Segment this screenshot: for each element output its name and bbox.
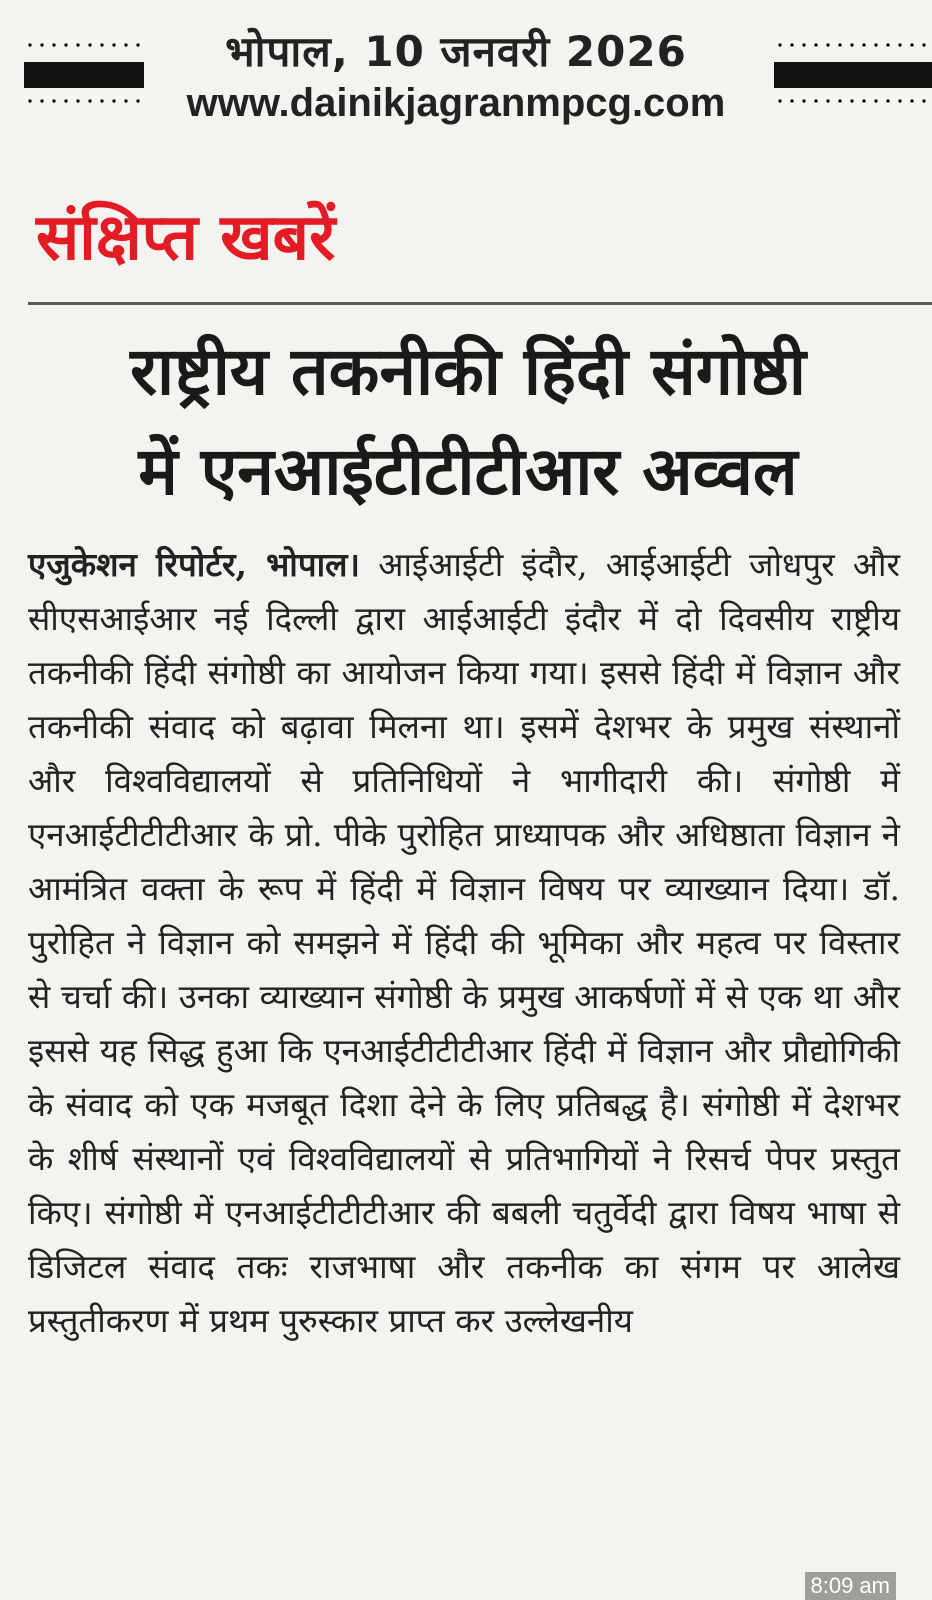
- masthead-url: www.dainikjagranmpcg.com: [186, 81, 726, 125]
- dotted-rule: [774, 98, 932, 104]
- article-dateline: एजुकेशन रिपोर्टर, भोपाल।: [28, 545, 361, 584]
- article-headline: [28, 322, 908, 522]
- section-divider: [28, 302, 932, 305]
- headline-line-1: राष्ट्रीय तकनीकी हिंदी संगोष्ठी: [130, 333, 806, 410]
- masthead: [0, 0, 932, 130]
- headline-line-2: में एनआईटीटीटीआर अव्वल: [138, 433, 798, 510]
- section-label: संक्षिप्त खबरें: [36, 201, 336, 275]
- masthead-date: भोपाल, 10 जनवरी 2026: [225, 27, 687, 76]
- dotted-rule: [24, 98, 144, 104]
- black-bar: [24, 62, 144, 88]
- article-body: [28, 538, 900, 1348]
- dotted-rule: [774, 42, 932, 48]
- dotted-rule: [24, 42, 144, 48]
- masthead-ornament-right: [774, 38, 932, 110]
- black-bar: [774, 62, 932, 88]
- masthead-ornament-left: [24, 38, 144, 110]
- status-time: 8:09 am: [805, 1572, 897, 1600]
- article-text: आईआईटी इंदौर, आईआईटी जोधपुर और सीएसआईआर नई दिल्ली द्वारा आईआईटी इंदौर में दो दिवसीय राष्ट्रीय तकनीकी हिंदी संगोष्ठी का आयोजन किया गया। इससे हिंदी में विज्ञान और तकनीकी संवाद को बढ़ावा मिलना था। इसमें देशभर के प्रमुख संस्थानों और विश्वविद्यालयों से प्रतिनिधियों ने भागीदारी की। संगोष्ठी में एनआईटीटीटीआर के प्रो. पीके पुरोहित प्राध्यापक और अधिष्ठाता विज्ञान ने आमंत्रित वक्ता के रूप में हिंदी में विज्ञान विषय पर व्याख्यान दिया। डॉ. पुरोहित ने विज्ञान को समझने में हिंदी की भूमिका और महत्व पर विस्तार से चर्चा की। उनका व्याख्यान संगोष्ठी के प्रमुख आकर्षणों में से एक था और इससे यह सिद्ध हुआ कि एनआईटीटीटीआर हिंदी में विज्ञान और प्रौद्योगिकी के संवाद को एक मजबूत दिशा देने के लिए प्रतिबद्ध है। संगोष्ठी में देशभर के शीर्ष संस्थानों एवं विश्वविद्यालयों से प्रतिभागियों ने रिसर्च पेपर प्रस्तुत किए। संगोष्ठी में एनआईटीटीटीआर की बबली चतुर्वेदी द्वारा विषय भाषा से डिजिटल संवाद तकः राजभाषा और तकनीक का संगम पर आलेख प्रस्तुतीकरण में प्रथम पुरुस्कार प्राप्त कर उल्लेखनीय: [28, 545, 900, 1340]
